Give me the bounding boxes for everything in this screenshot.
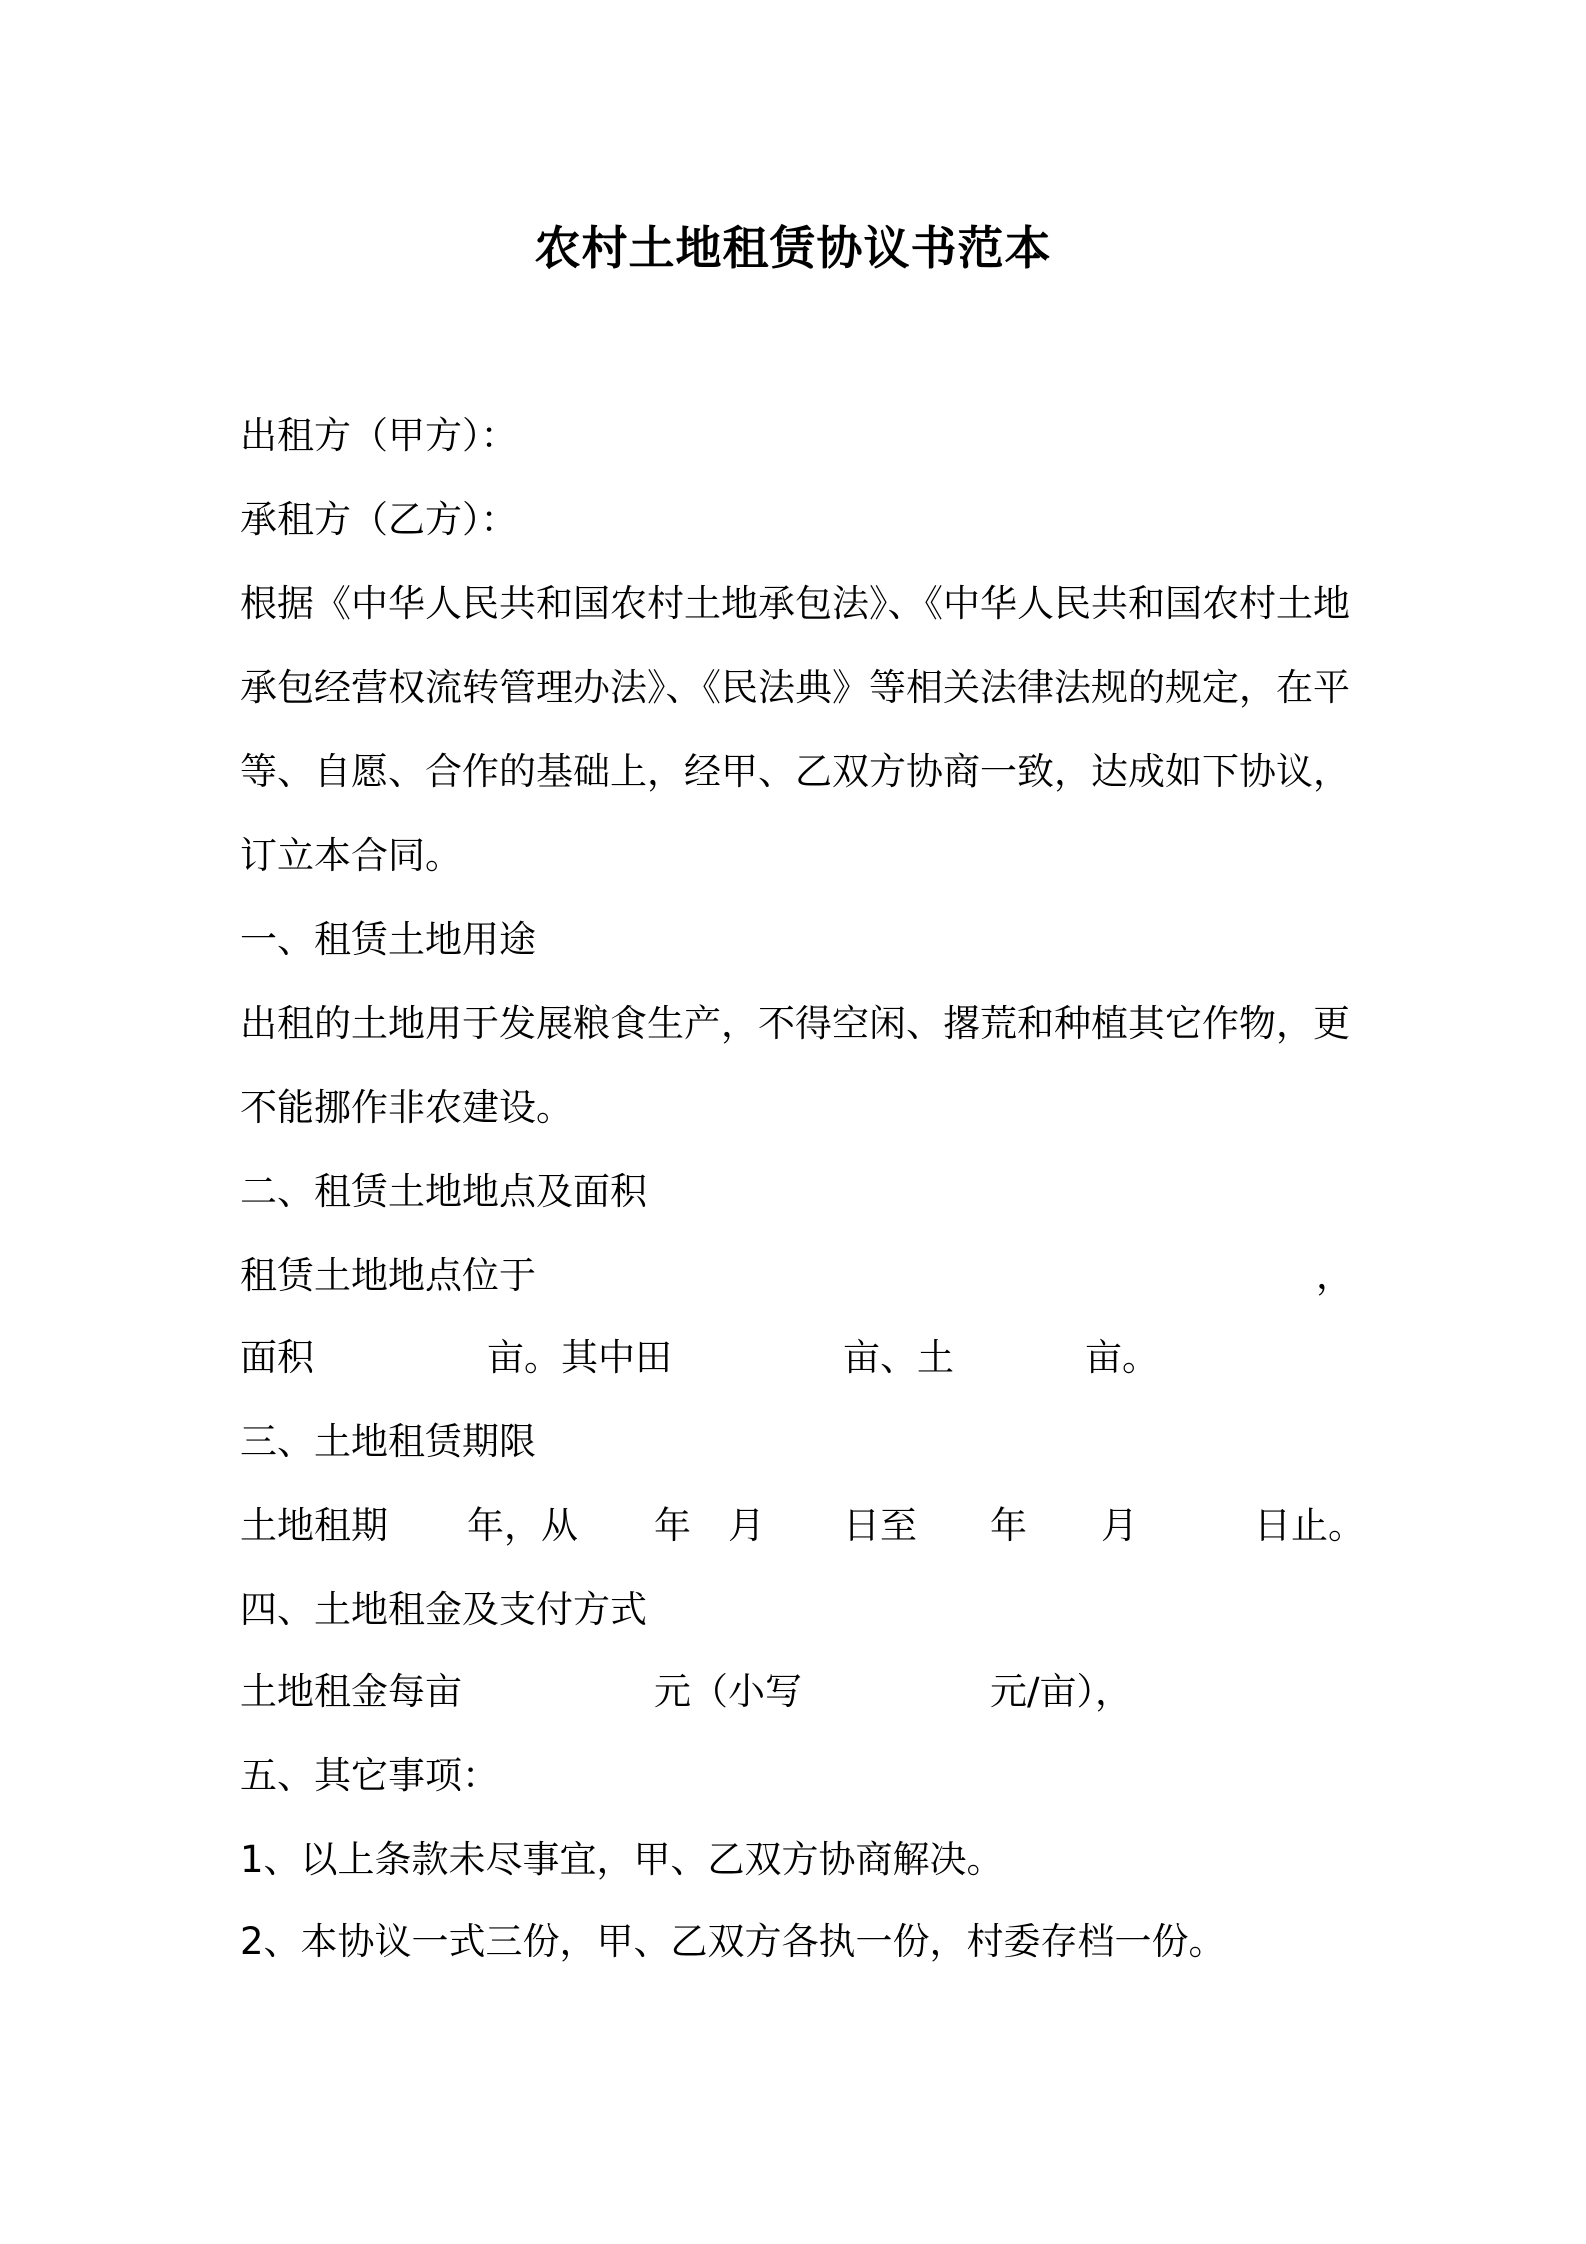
party-a-label: 出租方（甲方）：: [240, 414, 518, 457]
location-comma: ，: [1316, 1254, 1353, 1297]
section-2-heading: 二、租赁土地地点及面积: [240, 1170, 647, 1213]
preamble-line-3: 等、自愿、合作的基础上，经甲、乙双方协商一致，达成如下协议，: [240, 750, 1350, 793]
other-item-1: 1、以上条款未尽事宜，甲、乙双方协商解决。: [240, 1838, 1004, 1881]
section-3-heading: 三、土地租赁期限: [240, 1420, 536, 1463]
preamble-line-4: 订立本合同。: [240, 834, 462, 877]
term-day-end: 日止。: [1254, 1504, 1365, 1547]
preamble-line-2: 承包经营权流转管理办法》、《民法典》等相关法律法规的规定，在平: [240, 666, 1350, 709]
area-mu-field: 亩。其中田: [487, 1336, 672, 1379]
term-year-2: 年: [990, 1504, 1027, 1547]
section-1-line-1: 出租的土地用于发展粮食生产，不得空闲、撂荒和种植其它作物，更: [240, 1002, 1350, 1045]
document-title: 农村土地租赁协议书范本: [534, 221, 1052, 275]
preamble-line-1: 根据《中华人民共和国农村土地承包法》、《中华人民共和国农村土地: [240, 582, 1350, 625]
term-label: 土地租期: [240, 1504, 388, 1547]
area-mu-end: 亩。: [1085, 1336, 1159, 1379]
term-month-1: 月: [728, 1504, 765, 1547]
section-1-heading: 一、租赁土地用途: [240, 918, 536, 961]
area-mu-land: 亩、土: [843, 1336, 954, 1379]
location-label: 租赁土地地点位于: [240, 1254, 536, 1297]
party-b-label: 承租方（乙方）：: [240, 498, 518, 541]
area-label: 面积: [240, 1336, 314, 1379]
term-month-2: 月: [1101, 1504, 1138, 1547]
section-5-heading: 五、其它事项：: [240, 1754, 499, 1797]
term-day-to: 日至: [843, 1504, 917, 1547]
rent-yuan-per-mu: 元/亩），: [990, 1670, 1132, 1713]
rent-label: 土地租金每亩: [240, 1670, 462, 1713]
section-4-heading: 四、土地租金及支付方式: [240, 1588, 647, 1631]
rent-yuan-lowercase: 元（小写: [654, 1670, 802, 1713]
term-years-from: 年，从: [467, 1504, 578, 1547]
term-year-1: 年: [654, 1504, 691, 1547]
section-1-line-2: 不能挪作非农建设。: [240, 1086, 573, 1129]
other-item-2: 2、本协议一式三份，甲、乙双方各执一份，村委存档一份。: [240, 1920, 1226, 1963]
